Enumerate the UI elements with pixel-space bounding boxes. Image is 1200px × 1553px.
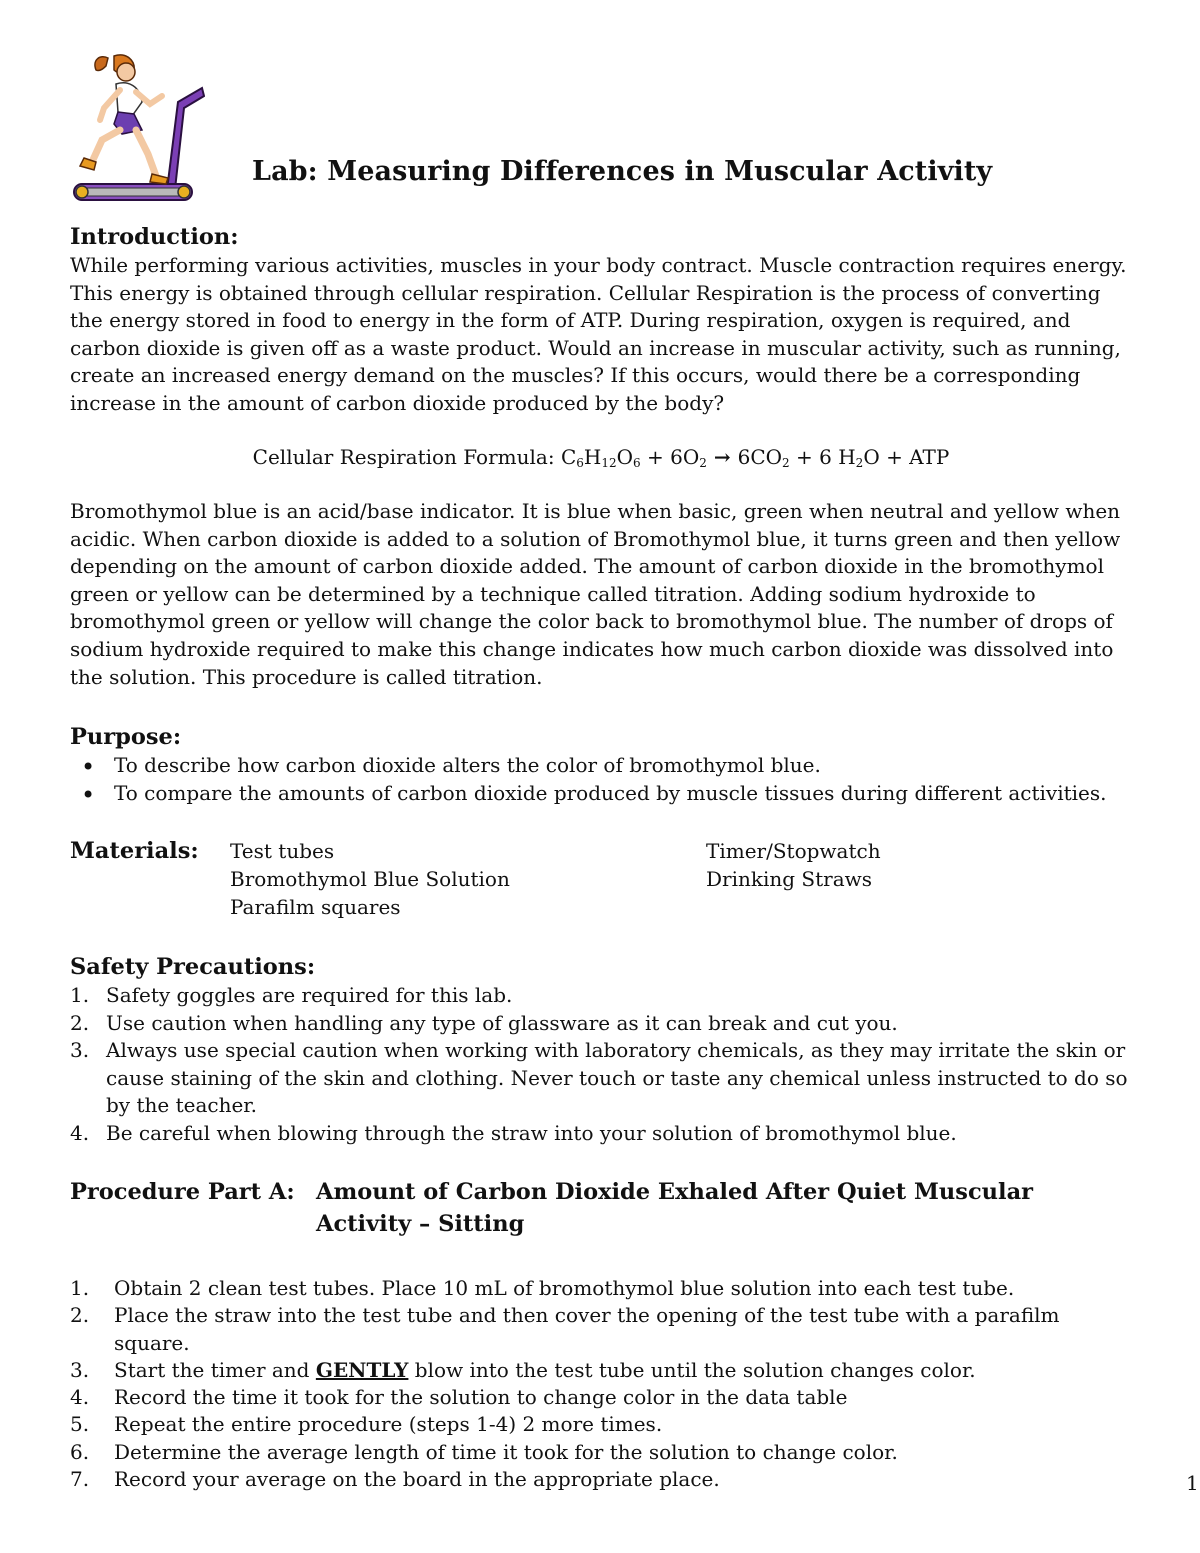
step-text-end: blow into the test tube until the solution changes color. xyxy=(408,1357,976,1382)
list-item xyxy=(70,1466,1132,1493)
formula-part: O + ATP xyxy=(863,445,950,469)
list-item: Drinking Straws xyxy=(706,867,873,891)
list-item: Timer/Stopwatch xyxy=(706,839,881,863)
materials-column-2 xyxy=(706,837,881,893)
step-number: 1. xyxy=(70,1276,90,1300)
item-number: 3. xyxy=(70,1038,90,1063)
materials-heading: Materials: xyxy=(70,838,199,864)
document-page xyxy=(70,0,1199,1553)
procedure-title: Amount of Carbon Dioxide Exhaled After Quiet Muscular Activity – Sitting xyxy=(316,1179,1034,1237)
step-text: Record the time it took for the solution to change color in the data table xyxy=(114,1385,848,1410)
item-text: Always use special caution when working with laboratory chemicals, as they may irritate the skin or cause staining of the skin and clothing. Never touch or taste any chemical unless instructed to do so by the teacher. xyxy=(106,1038,1128,1118)
formula-part: 6CO xyxy=(737,445,783,469)
materials-section xyxy=(70,836,1132,931)
introduction-text: While performing various activities, muscles in your body contract. Muscle contraction requires energy. This energy is obtained through cellular respiration. Cellular Respiration is the process of converting the energy stored in food to energy in the form of ATP. During respiration, oxygen is required, and carbon dioxide is given off as a waste product. Would an increase in muscular activity, such as running, create an increased energy demand on the muscles? If this occurs, would there be a corresponding increase in the amount of carbon dioxide produced by the body? xyxy=(70,253,1127,415)
item-number: 2. xyxy=(70,1010,90,1035)
list-item: • To describe how carbon dioxide alters the color of bromothymol blue. xyxy=(70,752,1132,780)
list-item: • To compare the amounts of carbon dioxide produced by muscle tissues during different activities. xyxy=(70,780,1132,808)
formula-part: O xyxy=(616,445,634,469)
purpose-section xyxy=(70,722,1132,807)
step-text: Record your average on the board in the appropriate place. xyxy=(114,1467,720,1492)
list-item xyxy=(70,1010,1132,1038)
list-item xyxy=(70,1439,1132,1466)
list-item xyxy=(70,1357,1132,1384)
formula-subscript: 6 xyxy=(633,456,641,470)
list-item: Bromothymol Blue Solution xyxy=(230,867,510,891)
step-number: 5. xyxy=(70,1412,90,1437)
purpose-heading: Purpose: xyxy=(70,724,182,750)
page-title: Lab: Measuring Differences in Muscular Activity xyxy=(252,156,993,187)
arrow-right-icon: → xyxy=(706,445,738,469)
formula-part: C xyxy=(560,445,577,469)
formula-subscript: 2 xyxy=(855,456,864,470)
step-number: 2. xyxy=(70,1303,90,1328)
emphasis-gently: GENTLY xyxy=(315,1357,409,1382)
item-text: Be careful when blowing through the straw into your solution of bromothymol blue. xyxy=(106,1120,957,1145)
list-item: Test tubes xyxy=(230,839,335,863)
list-item xyxy=(70,1120,1132,1148)
formula-subscript: 6 xyxy=(576,456,584,470)
procedure-label: Procedure Part A: xyxy=(70,1179,295,1205)
list-item xyxy=(70,982,1132,1010)
materials-column-1 xyxy=(230,837,510,921)
formula-label: Cellular Respiration Formula: xyxy=(252,445,561,469)
step-text-start: Start the timer and xyxy=(114,1357,316,1382)
step-text: Determine the average length of time it took for the solution to change color. xyxy=(114,1439,898,1464)
formula-part: H xyxy=(583,445,602,469)
step-number: 6. xyxy=(70,1439,90,1464)
safety-section xyxy=(70,952,1132,1148)
step-number: 7. xyxy=(70,1467,90,1492)
step-number: 4. xyxy=(70,1385,90,1410)
item-number: 1. xyxy=(70,983,90,1007)
introduction-heading: Introduction: xyxy=(70,224,239,250)
item-text: Use caution when handling any type of glassware as it can break and cut you. xyxy=(106,1010,898,1035)
list-item: Parafilm squares xyxy=(230,895,401,919)
list-item xyxy=(70,1411,1132,1438)
list-item xyxy=(70,1037,1132,1120)
list-item xyxy=(70,1302,1132,1357)
step-text: Place the straw into the test tube and then cover the opening of the test tube with a parafilm square. xyxy=(114,1303,1060,1355)
treadmill-runner-clipart xyxy=(70,50,205,205)
list-item xyxy=(70,1384,1132,1411)
step-number: 3. xyxy=(70,1357,90,1382)
introduction-section xyxy=(70,222,1132,418)
procedure-heading xyxy=(70,1176,1132,1242)
formula-subscript: 12 xyxy=(601,456,617,470)
respiration-formula xyxy=(70,444,1132,472)
step-text: Obtain 2 clean test tubes. Place 10 mL of bromothymol blue solution into each test tube. xyxy=(114,1276,1015,1300)
procedure-part-a-section xyxy=(70,1176,1132,1493)
procedure-steps xyxy=(70,1275,1132,1493)
step-text: Repeat the entire procedure (steps 1-4) 2 more times. xyxy=(114,1412,663,1437)
formula-part: + 6O xyxy=(640,445,700,469)
safety-list xyxy=(70,982,1132,1148)
bromothymol-text: Bromothymol blue is an acid/base indicator. It is blue when basic, green when neutral and yellow when acidic. When carbon dioxide is added to a solution of Bromothymol blue, it turns green and then yellow depending on the amount of carbon dioxide added. The amount of carbon dioxide in the bromothymol green or yellow can be determined by a technique called titration. Adding sodium hydroxide to bromothymol green or yellow will change the color back to bromothymol blue. The number of drops of sodium hydroxide required to make this change indicates how much carbon dioxide was dissolved into the solution. This procedure is called titration. xyxy=(70,499,1121,689)
item-text: Safety goggles are required for this lab. xyxy=(106,983,513,1007)
list-item xyxy=(70,1275,1132,1302)
page-number: 1 xyxy=(1186,1471,1199,1495)
purpose-list xyxy=(70,752,1132,807)
item-number: 4. xyxy=(70,1120,90,1145)
safety-heading: Safety Precautions: xyxy=(70,954,316,980)
formula-part: + 6 H xyxy=(789,445,856,469)
formula-subscript: 2 xyxy=(782,456,790,470)
formula-subscript: 2 xyxy=(699,456,707,470)
